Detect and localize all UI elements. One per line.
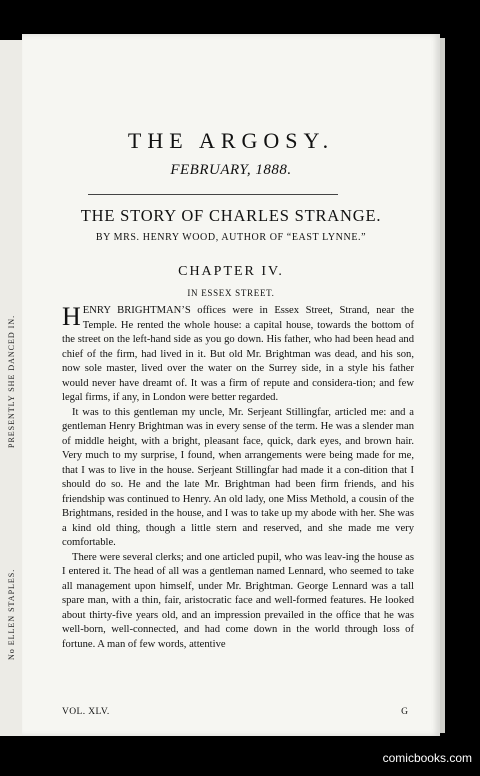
page-edge bbox=[440, 38, 445, 733]
watermark: comicbooks.com bbox=[382, 751, 472, 765]
byline: BY MRS. HENRY WOOD, AUTHOR OF “EAST LYNNE.” bbox=[95, 232, 367, 243]
paragraph-2: It was to this gentleman my uncle, Mr. Serjeant Stillingfar, articled me: and a gentleman Henry Brightman was in every sense of the term. He was a slender man of middle height, with a bright, pleasant face, quick, dark eyes, and brown hair. Very much to my surprise, I found, when arrangements were being made for me, that I was to live in the house. Serjeant Stillingfar had made it a con-dition that I should do so. He and the late Mr. Brightman had been firm friends, and his friendship was continued to Henry. An old lady, one Miss Methold, a cousin of the Brightmans, resided in the house, and I was to take up my abode with her. She was a kind old thing, though a little stern and reserved, and she made me very comfortable. bbox=[62, 406, 414, 548]
title-divider bbox=[88, 194, 338, 195]
story-title: THE STORY OF CHARLES STRANGE. bbox=[80, 206, 382, 225]
volume-number: VOL. XLV. bbox=[62, 707, 110, 717]
spine-running-head: PRESENTLY SHE DANCED IN. bbox=[7, 314, 16, 448]
paragraph-3: There were several clerks; and one articled pupil, who was leav-ing the house as I entered it. The head of all was a gentleman named Lennard, who seemed to take all management upon himself, under Mr. Brightman. George Lennard was a tall spare man, with a thin, fair, aristocratic face and well-formed features. He looked about thirty-five years old, and an impression prevailed in the office that he was well-born, well-connected, and had come down in the world through loss of fortune. A man of few words, attentive bbox=[62, 551, 414, 650]
spine-caption: No ELLEN STAPLES. bbox=[7, 568, 16, 660]
drop-cap: H bbox=[62, 302, 81, 331]
chapter-heading: CHAPTER IV. bbox=[178, 264, 284, 279]
issue-date: FEBRUARY, 1888. bbox=[170, 162, 292, 178]
paragraph-1 bbox=[62, 304, 414, 406]
body-text bbox=[62, 304, 414, 652]
chapter-subtitle: IN ESSEX STREET. bbox=[187, 288, 275, 298]
paragraph-1-text: ENRY BRIGHTMAN’S offices were in Essex Street, Strand, near the Temple. He rented the whole house: a capital house, towards the bottom of the street on the left-hand side as you go down. His father, who had been head and chief of the firm, had lived in it. But old Mr. Brightman was dead, and his son, now sole master, lived over the water on the Surrey side, in a style his father would never have dreamt of. It was a firm of repute and considera-tion; and few legal firms, if any, in London were better regarded. bbox=[62, 305, 414, 403]
adjacent-page-spine bbox=[0, 40, 23, 736]
magazine-title: THE ARGOSY. bbox=[127, 128, 335, 153]
signature-mark: G bbox=[401, 707, 408, 717]
